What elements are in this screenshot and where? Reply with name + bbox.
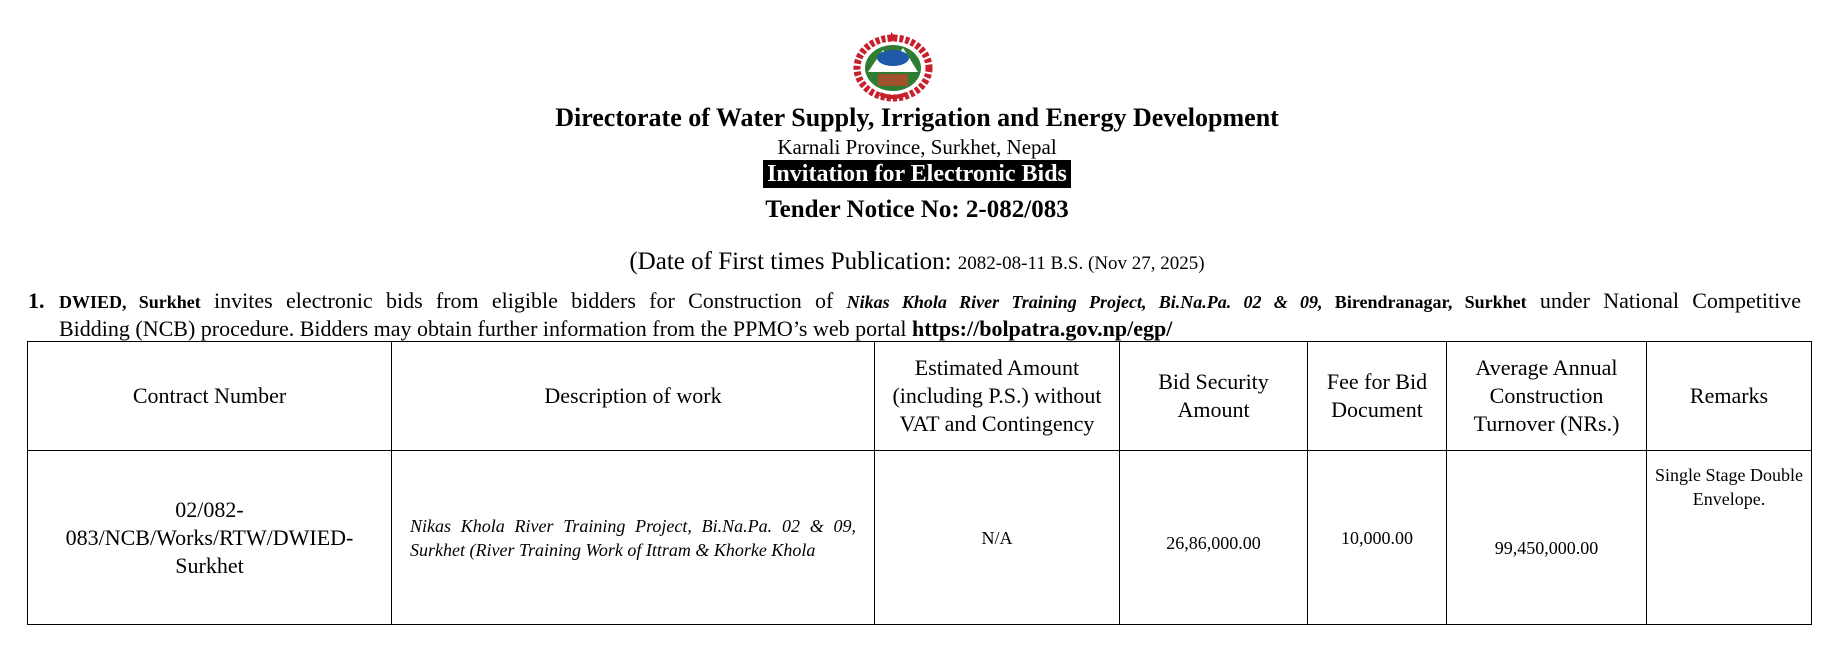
- invitation-paragraph-line-1: [59, 287, 1801, 316]
- invitation-paragraph-line-2: [59, 315, 1801, 343]
- paragraph-text-b: under National Competitive: [1526, 288, 1801, 313]
- header-description: Description of work: [392, 342, 875, 451]
- cell-fee: 10,000.00: [1308, 451, 1447, 625]
- project-location: Birendranagar, Surkhet: [1322, 292, 1527, 312]
- publication-prefix: (Date of First times Publication:: [629, 248, 952, 275]
- paragraph-number: 1.: [28, 288, 45, 313]
- project-name: Nikas Khola River Training Project, Bi.Na.Pa. 02 & 09,: [846, 292, 1323, 312]
- cell-turnover: 99,450,000.00: [1447, 451, 1647, 625]
- header-estimated-amount: Estimated Amount (including P.S.) without VAT and Contingency: [875, 342, 1120, 451]
- nepal-emblem-logo: [848, 30, 938, 102]
- table-header-row: [28, 342, 1812, 451]
- notice-heading: Invitation for Electronic Bids: [763, 160, 1071, 188]
- header-turnover: Average Annual Construction Turnover (NRs.): [1447, 342, 1647, 451]
- org-title: Directorate of Water Supply, Irrigation and Energy Development: [555, 103, 1279, 132]
- cell-contract-number: 02/082-083/NCB/Works/RTW/DWIED-Surkhet: [28, 451, 392, 625]
- cell-description: Nikas Khola River Training Project, Bi.Na.Pa. 02 & 09, Surkhet (River Training Work of Ittram & Khorke Khola: [392, 451, 875, 625]
- header-contract-number: Contract Number: [28, 342, 392, 451]
- paragraph-text-a: invites electronic bids from eligible bidders for Construction of: [200, 288, 847, 313]
- org-address: Karnali Province, Surkhet, Nepal: [777, 135, 1057, 159]
- cell-remarks: Single Stage Double Envelope.: [1647, 451, 1812, 625]
- header-fee: Fee for Bid Document: [1308, 342, 1447, 451]
- table-row: [28, 451, 1812, 625]
- org-abbrev: DWIED, Surkhet: [59, 292, 201, 312]
- ppmo-portal-link[interactable]: https://bolpatra.gov.np/egp/: [911, 316, 1173, 341]
- header-bid-security: Bid Security Amount: [1120, 342, 1308, 451]
- cell-bid-security: 26,86,000.00: [1120, 451, 1308, 625]
- header-remarks: Remarks: [1647, 342, 1812, 451]
- bid-table: [27, 341, 1812, 625]
- tender-notice-number: Tender Notice No: 2-082/083: [765, 196, 1069, 223]
- cell-estimated-amount: N/A: [875, 451, 1120, 625]
- publication-date: 2082-08-11 B.S. (Nov 27, 2025): [957, 253, 1205, 274]
- paragraph-line2-text: Bidding (NCB) procedure. Bidders may obtain further information from the PPMO’s web portal: [59, 316, 912, 341]
- publication-date-line: [0, 248, 1834, 276]
